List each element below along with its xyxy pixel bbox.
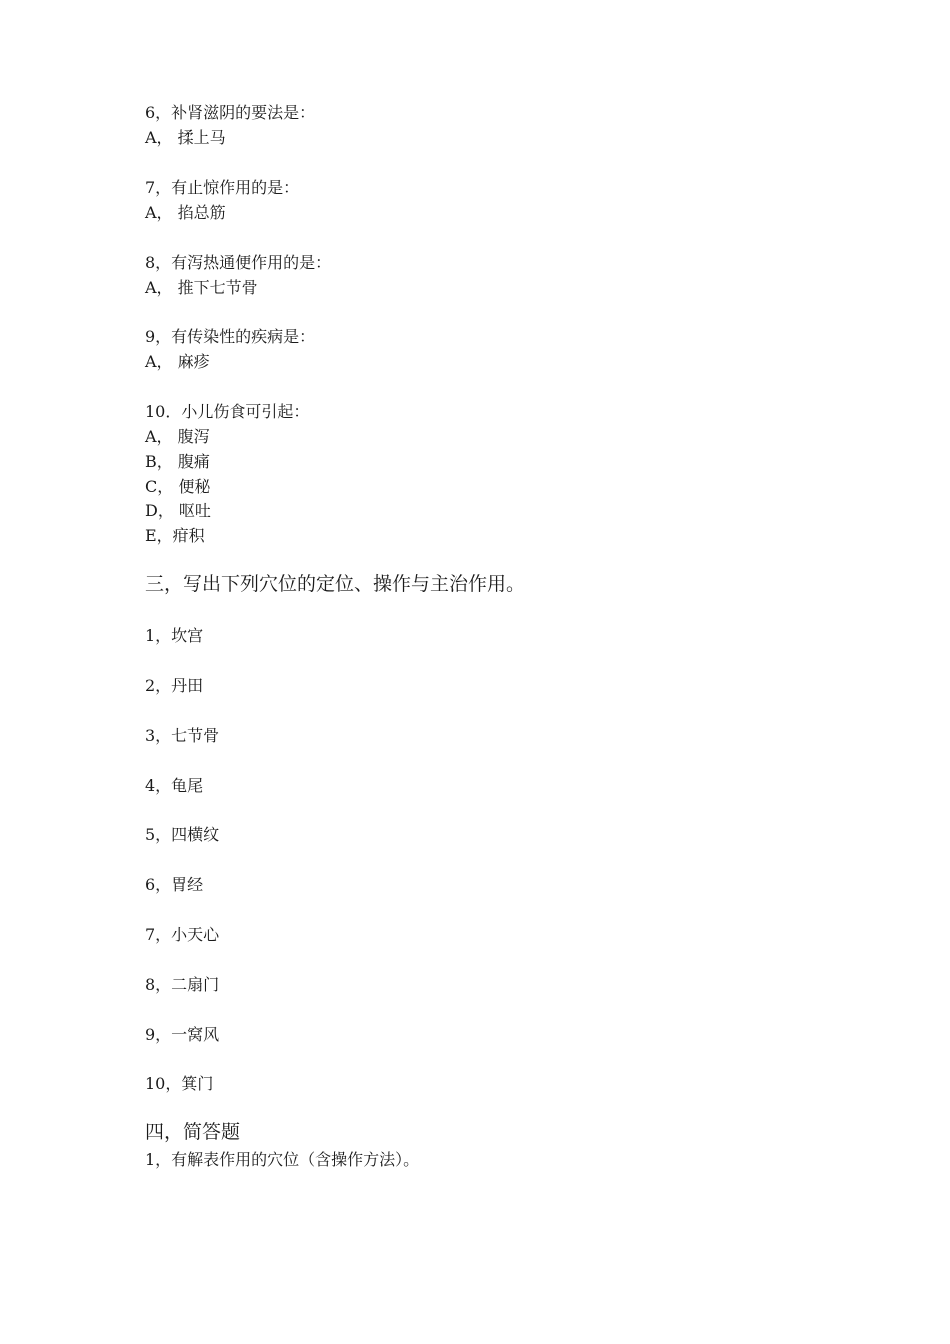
acupoint-item-9: 9，一窝风	[145, 1025, 220, 1044]
acupoint-item-4: 4，龟尾	[145, 776, 204, 795]
acupoint-item-2: 2，丹田	[145, 676, 204, 695]
question-10: 10．小儿伤食可引起：	[145, 402, 310, 421]
acupoint-item-5: 5，四横纹	[145, 825, 220, 844]
acupoint-item-7: 7，小天心	[145, 925, 220, 944]
acupoint-item-8: 8，二扇门	[145, 975, 220, 994]
acupoint-item-10: 10，箕门	[145, 1074, 214, 1093]
question-10-option-e: E，疳积	[145, 526, 205, 545]
question-8-option-a: A， 推下七节骨	[145, 278, 258, 297]
acupoint-item-3: 3，七节骨	[145, 726, 220, 745]
section-four-heading: 四，简答题	[145, 1121, 241, 1143]
question-6: 6，补肾滋阴的要法是：	[145, 103, 316, 122]
question-8: 8，有泻热通便作用的是：	[145, 253, 332, 272]
question-10-option-a: A， 腹泻	[145, 427, 210, 446]
question-9: 9，有传染性的疾病是：	[145, 327, 316, 346]
question-7-option-a: A， 掐总筋	[145, 203, 226, 222]
acupoint-item-1: 1，坎宫	[145, 626, 204, 645]
question-10-option-b: B， 腹痛	[145, 452, 210, 471]
short-answer-item-1: 1，有解表作用的穴位（含操作方法）。	[145, 1150, 420, 1169]
question-9-option-a: A， 麻疹	[145, 352, 210, 371]
section-three-heading: 三，写出下列穴位的定位、操作与主治作用。	[145, 573, 526, 595]
question-10-option-d: D， 呕吐	[145, 501, 211, 520]
question-6-option-a: A， 揉上马	[145, 128, 226, 147]
question-10-option-c: C， 便秘	[145, 477, 211, 496]
acupoint-item-6: 6，胃经	[145, 875, 204, 894]
question-7: 7，有止惊作用的是：	[145, 178, 300, 197]
